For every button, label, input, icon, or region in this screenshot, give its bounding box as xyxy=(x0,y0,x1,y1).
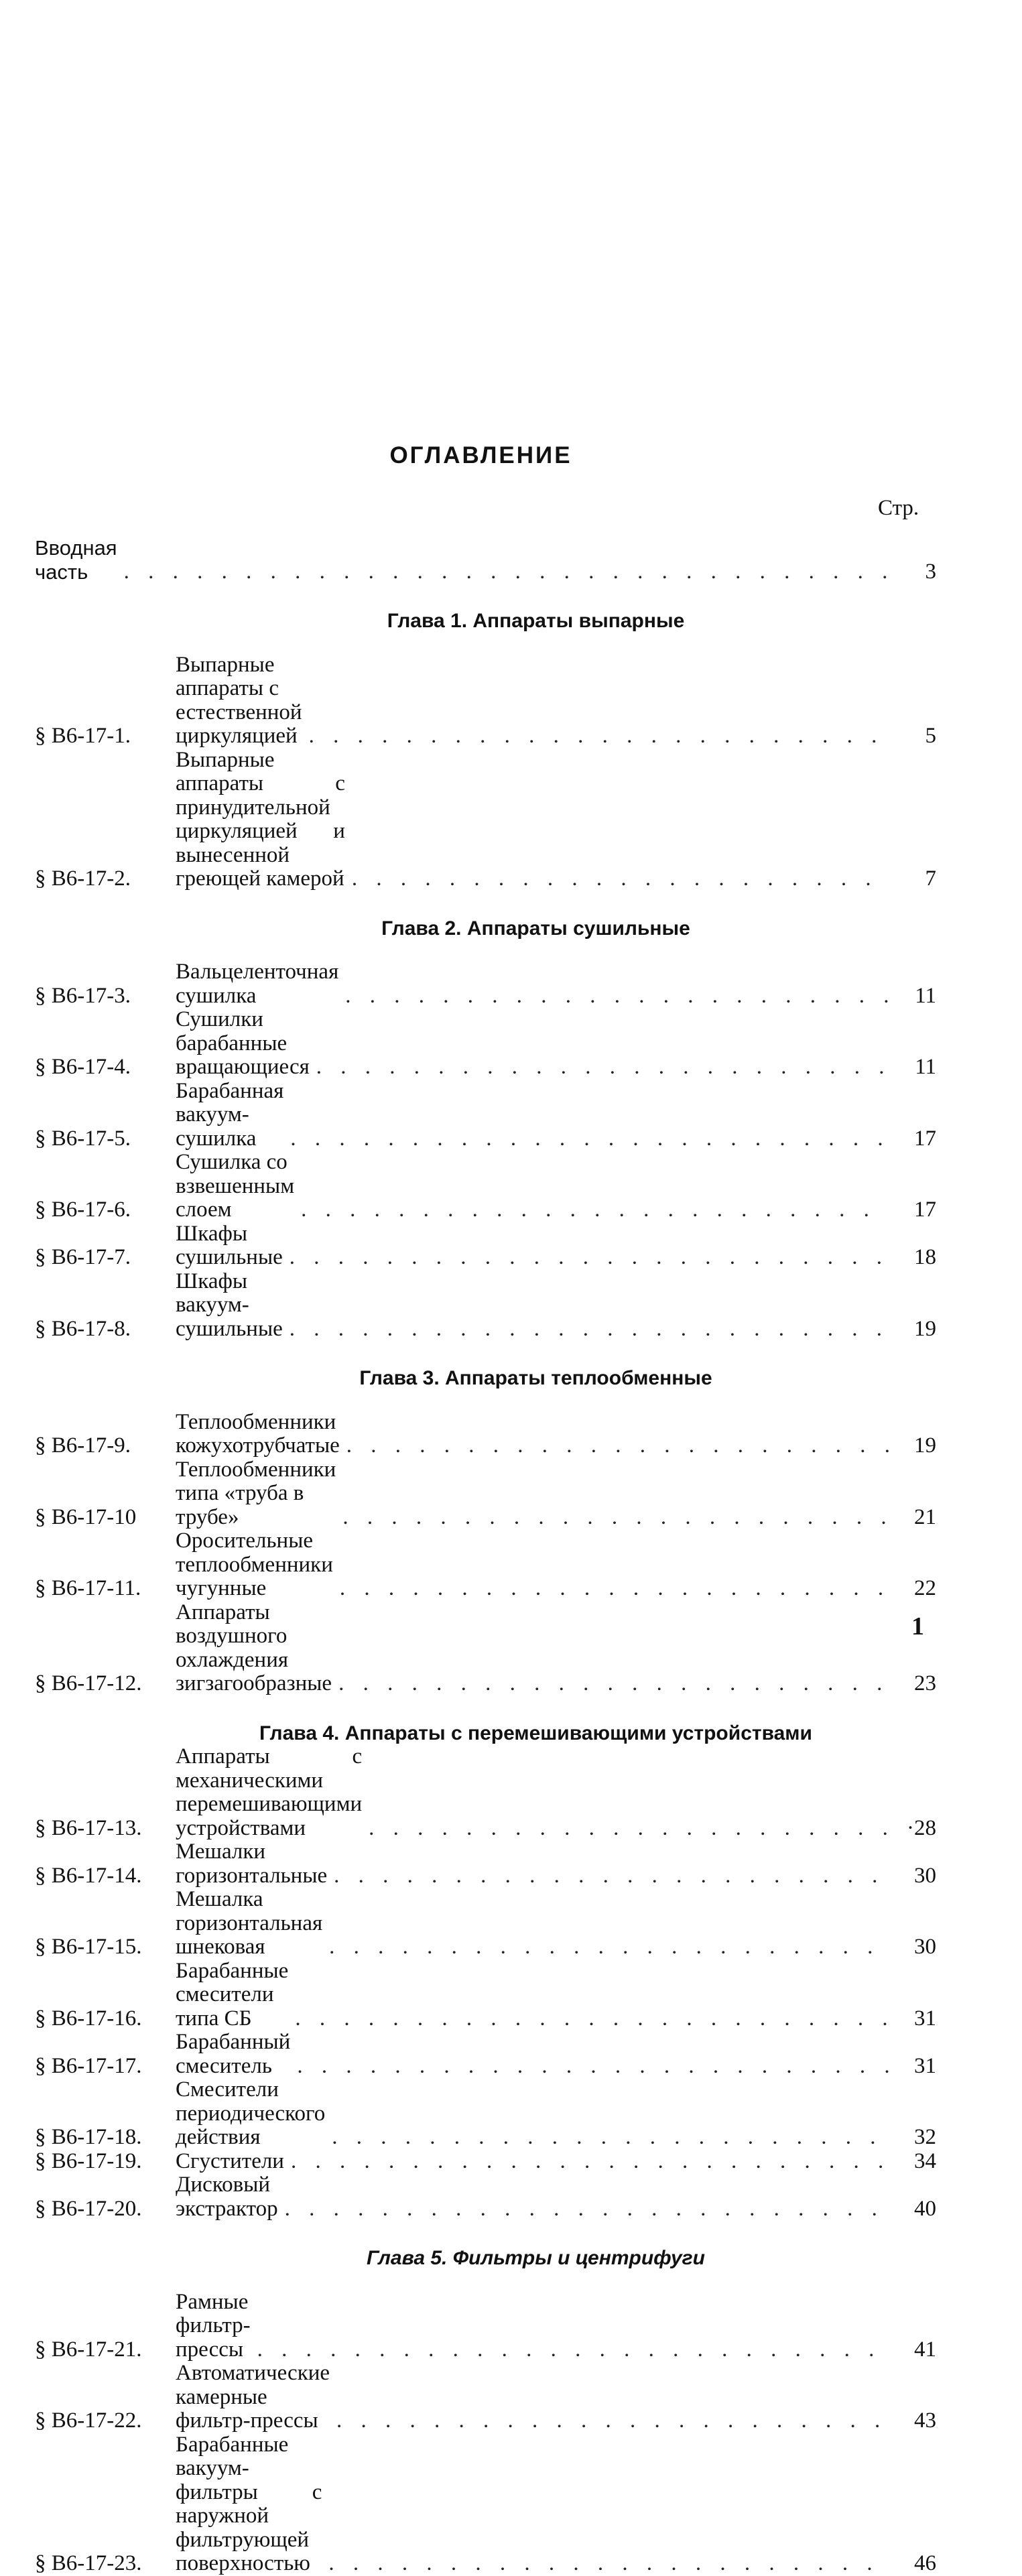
dot-leader xyxy=(285,2197,889,2221)
toc-entry-page: 43 xyxy=(914,2408,936,2433)
toc-entry-page: 21 xyxy=(914,1504,936,1529)
toc-entry-section: § В6-17-8. xyxy=(35,1316,131,1341)
toc-entry[interactable] xyxy=(35,2150,936,2174)
dot-leader xyxy=(346,1434,889,1458)
chapter-heading: Глава 2. Аппараты сушильные xyxy=(381,917,690,940)
toc-entry[interactable] xyxy=(35,2362,936,2433)
toc-entry-label: Сушилки барабанные вращающиеся xyxy=(176,1007,310,1079)
toc-entry-page: 41 xyxy=(914,2337,936,2362)
toc-entry[interactable] xyxy=(35,1745,936,1840)
toc-entry[interactable] xyxy=(35,1008,936,1080)
toc-entry[interactable] xyxy=(35,2031,936,2078)
chapter-heading: Глава 5. Фильтры и центрифуги xyxy=(367,2247,705,2269)
toc-entry-label: Барабанная вакуум-сушилка xyxy=(176,1078,284,1151)
toc-entry-page: 11 xyxy=(915,983,936,1008)
toc-entry[interactable] xyxy=(35,2433,936,2576)
toc-entry-label: Выпарные аппараты с естественной циркуляцией xyxy=(176,652,302,748)
toc-entry-label: Смесители периодического действия xyxy=(176,2077,326,2149)
toc-entry-label: Шкафы вакуум-сушильные xyxy=(176,1269,283,1341)
toc-entry-section: § В6-17-3. xyxy=(35,983,131,1008)
toc-entry-section: § В6-17-10 xyxy=(35,1504,137,1529)
table-of-contents xyxy=(35,536,936,2576)
toc-entry-section: § В6-17-5. xyxy=(35,1126,131,1151)
dot-leader xyxy=(352,867,889,891)
dot-leader xyxy=(295,2007,889,2031)
toc-entry-section: § В6-17-16. xyxy=(35,2006,142,2031)
toc-entry-label: Сушилка со взвешенным слоем xyxy=(176,1150,295,1222)
toc-entry-label: Аппараты воздушного охлаждения зигзагообразные xyxy=(176,1600,332,1695)
dot-leader xyxy=(290,1127,889,1151)
toc-entry-page: 19 xyxy=(914,1316,936,1341)
toc-entry[interactable] xyxy=(35,1411,936,1458)
toc-entry[interactable] xyxy=(35,1840,936,1888)
toc-entry-section: § В6-17-12. xyxy=(35,1671,142,1695)
toc-entry-label: Рамные фильтр-прессы xyxy=(176,2289,251,2362)
chapters-container xyxy=(35,609,936,2576)
toc-entry-label: Вальцеленточная сушилка xyxy=(176,960,339,1008)
dot-leader xyxy=(336,2409,889,2433)
dot-leader xyxy=(369,1817,889,1841)
toc-entry-page: ·28 xyxy=(907,1815,936,1840)
toc-entry-page: 17 xyxy=(914,1198,936,1222)
dot-leader xyxy=(329,1935,889,1959)
toc-entry-page: 17 xyxy=(914,1126,936,1151)
toc-entry-intro[interactable] xyxy=(35,536,936,584)
toc-entry[interactable] xyxy=(35,1270,936,1342)
toc-entry-page: 40 xyxy=(914,2196,936,2221)
toc-entry-page: 5 xyxy=(925,724,936,748)
dot-leader xyxy=(342,1506,889,1530)
toc-entry-label: Теплообменники типа «труба в трубе» xyxy=(176,1457,336,1529)
toc-entry-section: § В6-17-1. xyxy=(35,724,131,748)
toc-entry-page: 11 xyxy=(915,1055,936,1079)
toc-entry-section: § В6-17-13. xyxy=(35,1815,142,1840)
toc-entry-page: 3 xyxy=(925,559,936,584)
toc-entry[interactable] xyxy=(35,1222,936,1270)
toc-entry-label: Барабанные вакуум-фильтры с наружной фильтрующей поверхностью xyxy=(176,2432,322,2575)
dot-leader xyxy=(257,2338,889,2362)
toc-entry-label: Теплообменники кожухотрубчатые xyxy=(176,1409,340,1458)
toc-entry-label: Мешалка горизонтальная шнековая xyxy=(176,1887,323,1959)
dot-leader xyxy=(297,2055,889,2079)
toc-entry-page: 34 xyxy=(914,2148,936,2173)
chapter-heading: Глава 4. Аппараты с перемешивающими устройствами xyxy=(259,1722,812,1744)
toc-entry-page: 18 xyxy=(914,1245,936,1269)
toc-entry-section: § В6-17-7. xyxy=(35,1245,131,1269)
toc-entry-page: 31 xyxy=(914,2053,936,2078)
toc-entry-section: § В6-17-18. xyxy=(35,2125,142,2149)
toc-entry-page: 30 xyxy=(914,1935,936,1959)
toc-entry[interactable] xyxy=(35,653,936,749)
toc-entry[interactable] xyxy=(35,1601,936,1696)
toc-entry[interactable] xyxy=(35,960,936,1008)
chapter-heading: Глава 3. Аппараты теплообменные xyxy=(359,1367,712,1389)
toc-entry-section: § В6-17-19. xyxy=(35,2148,142,2173)
toc-entry-section: § В6-17-22. xyxy=(35,2408,142,2433)
dot-leader xyxy=(345,984,889,1009)
toc-entry-section: § В6-17-4. xyxy=(35,1055,131,1079)
toc-entry-section: § В6-17-21. xyxy=(35,2337,142,2362)
toc-entry-page: 7 xyxy=(925,866,936,891)
dot-leader xyxy=(309,724,889,749)
dot-leader xyxy=(316,1055,889,1080)
toc-entry-section: § В6-17-17. xyxy=(35,2053,142,2078)
dot-leader xyxy=(124,560,889,584)
toc-entry-section: § В6-17-14. xyxy=(35,1863,142,1888)
toc-entry-page: 19 xyxy=(914,1433,936,1458)
toc-entry-section: § В6-17-6. xyxy=(35,1198,131,1222)
toc-entry-section: § В6-17-23. xyxy=(35,2551,142,2575)
toc-entry-label: Шкафы сушильные xyxy=(176,1221,283,1269)
chapter-heading: Глава 1. Аппараты выпарные xyxy=(387,610,685,632)
toc-entry[interactable] xyxy=(35,1888,936,1959)
toc-entry-page: 31 xyxy=(914,2006,936,2031)
toc-entry-label: Мешалки горизонтальные xyxy=(176,1840,328,1888)
dot-leader xyxy=(334,1864,889,1888)
toc-entry-section: § В6-17-15. xyxy=(35,1935,142,1959)
toc-entry-label: Выпарные аппараты с принудительной циркуляцией и вынесенной греющей камерой xyxy=(176,747,345,891)
dot-leader xyxy=(338,1672,889,1696)
page-title: ОГЛАВЛЕНИЕ xyxy=(389,442,572,468)
toc-entry-section: § В6-17-20. xyxy=(35,2196,142,2221)
toc-entry-label: Дисковый экстрактор xyxy=(176,2173,278,2221)
toc-entry-label: Барабанный смеситель xyxy=(176,2030,291,2078)
toc-entry-label: Автоматические камерные фильтр-прессы xyxy=(176,2361,330,2433)
toc-entry-section: § В6-17-9. xyxy=(35,1433,131,1458)
toc-entry-label: Аппараты с механическими перемешивающими устройствами xyxy=(176,1744,363,1840)
toc-entry-page: 22 xyxy=(914,1576,936,1600)
toc-entry-page: 30 xyxy=(914,1863,936,1888)
toc-entry[interactable] xyxy=(35,749,936,891)
dot-leader xyxy=(290,1246,889,1270)
toc-entry-label: Оросительные теплообменники чугунные xyxy=(176,1529,333,1600)
toc-entry[interactable] xyxy=(35,2078,936,2150)
toc-entry-page: 46 xyxy=(914,2551,936,2575)
toc-entry-page: 23 xyxy=(914,1671,936,1695)
toc-entry[interactable] xyxy=(35,2173,936,2221)
toc-entry[interactable] xyxy=(35,1151,936,1222)
page-number: 1 xyxy=(911,1612,924,1640)
toc-entry-label: Вводная часть xyxy=(35,536,117,584)
dot-leader xyxy=(291,2150,889,2174)
dot-leader xyxy=(340,1577,889,1601)
toc-entry[interactable] xyxy=(35,1080,936,1151)
toc-entry-page: 32 xyxy=(914,2125,936,2149)
page-column-header: Стр. xyxy=(878,496,919,520)
dot-leader xyxy=(290,1317,889,1342)
toc-entry[interactable] xyxy=(35,1529,936,1601)
toc-entry-label: Сгустители xyxy=(176,2148,284,2173)
toc-entry[interactable] xyxy=(35,2291,936,2362)
dot-leader xyxy=(332,2126,889,2150)
toc-entry[interactable] xyxy=(35,1458,936,1530)
toc-entry-section: § В6-17-11. xyxy=(35,1576,141,1600)
dot-leader xyxy=(301,1198,889,1222)
toc-entry-label: Барабанные смесители типа СБ xyxy=(176,1958,289,2031)
toc-entry-section: § В6-17-2. xyxy=(35,866,131,891)
toc-entry[interactable] xyxy=(35,1959,936,2031)
dot-leader xyxy=(328,2552,889,2576)
